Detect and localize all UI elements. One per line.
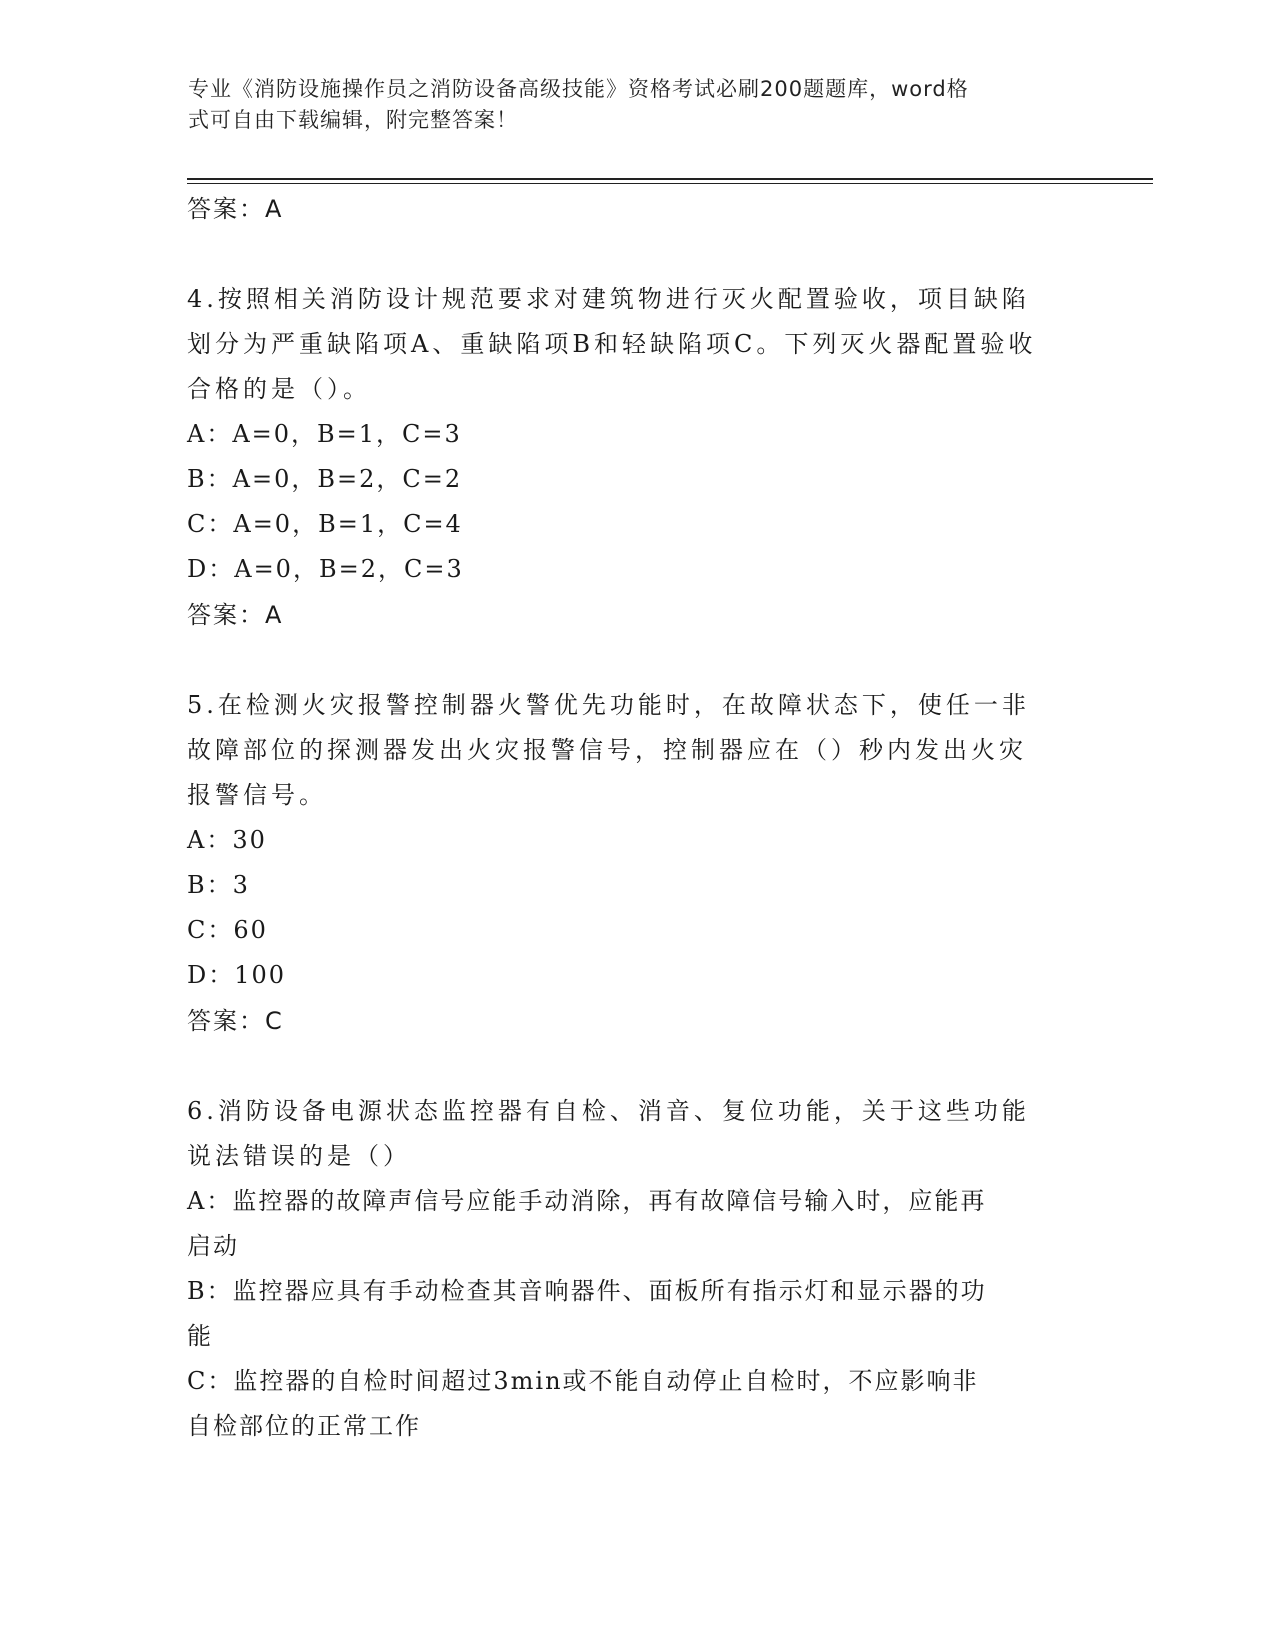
question-text-line: 合格的是（）。 bbox=[187, 375, 371, 403]
question-5 bbox=[187, 683, 1087, 1044]
document-header bbox=[188, 74, 1068, 136]
document-body bbox=[187, 186, 1087, 1449]
answer-line: 答案：C bbox=[187, 1007, 284, 1035]
header-rule-thick bbox=[187, 178, 1153, 180]
option-c: C：监控器的自检时间超过3min或不能自动停止自检时，不应影响非 bbox=[187, 1367, 979, 1395]
question-text-line: 报警信号。 bbox=[187, 781, 327, 809]
option-b: B：3 bbox=[187, 871, 250, 899]
answer-line-3: 答案：A bbox=[187, 195, 284, 223]
option-b: B：监控器应具有手动检查其音响器件、面板所有指示灯和显示器的功 bbox=[187, 1277, 987, 1305]
option-d: D：A=0，B=2，C=3 bbox=[187, 555, 464, 583]
option-d: D：100 bbox=[187, 961, 287, 989]
question-text-line: 5.在检测火灾报警控制器火警优先功能时，在故障状态下，使任一非 bbox=[187, 691, 1030, 719]
option-c-cont: 自检部位的正常工作 bbox=[187, 1412, 421, 1440]
question-text-line: 划分为严重缺陷项A、重缺陷项B和轻缺陷项C。下列灭火器配置验收 bbox=[187, 330, 1037, 358]
header-rule-thin bbox=[187, 183, 1153, 184]
question-text-line: 故障部位的探测器发出火灾报警信号，控制器应在（）秒内发出火灾 bbox=[187, 736, 1027, 764]
answer-line: 答案：A bbox=[187, 601, 284, 629]
option-a: A：监控器的故障声信号应能手动消除，再有故障信号输入时，应能再 bbox=[187, 1187, 987, 1215]
option-c: C：A=0，B=1，C=4 bbox=[187, 510, 463, 538]
header-line-1: 专业《消防设施操作员之消防设备高级技能》资格考试必刷200题题库，word格 bbox=[188, 77, 969, 101]
question-4 bbox=[187, 277, 1087, 638]
option-a-cont: 启动 bbox=[187, 1232, 239, 1260]
header-line-2: 式可自由下载编辑，附完整答案！ bbox=[188, 108, 518, 132]
option-c: C：60 bbox=[187, 916, 268, 944]
question-text-line: 6.消防设备电源状态监控器有自检、消音、复位功能，关于这些功能 bbox=[187, 1097, 1030, 1125]
option-b: B：A=0，B=2，C=2 bbox=[187, 465, 463, 493]
option-a: A：A=0，B=1，C=3 bbox=[187, 420, 462, 448]
question-6 bbox=[187, 1089, 1087, 1449]
option-a: A：30 bbox=[187, 826, 267, 854]
question-text-line: 说法错误的是（） bbox=[187, 1142, 411, 1170]
question-text-line: 4.按照相关消防设计规范要求对建筑物进行灭火配置验收，项目缺陷 bbox=[187, 285, 1030, 313]
option-b-cont: 能 bbox=[187, 1322, 213, 1350]
